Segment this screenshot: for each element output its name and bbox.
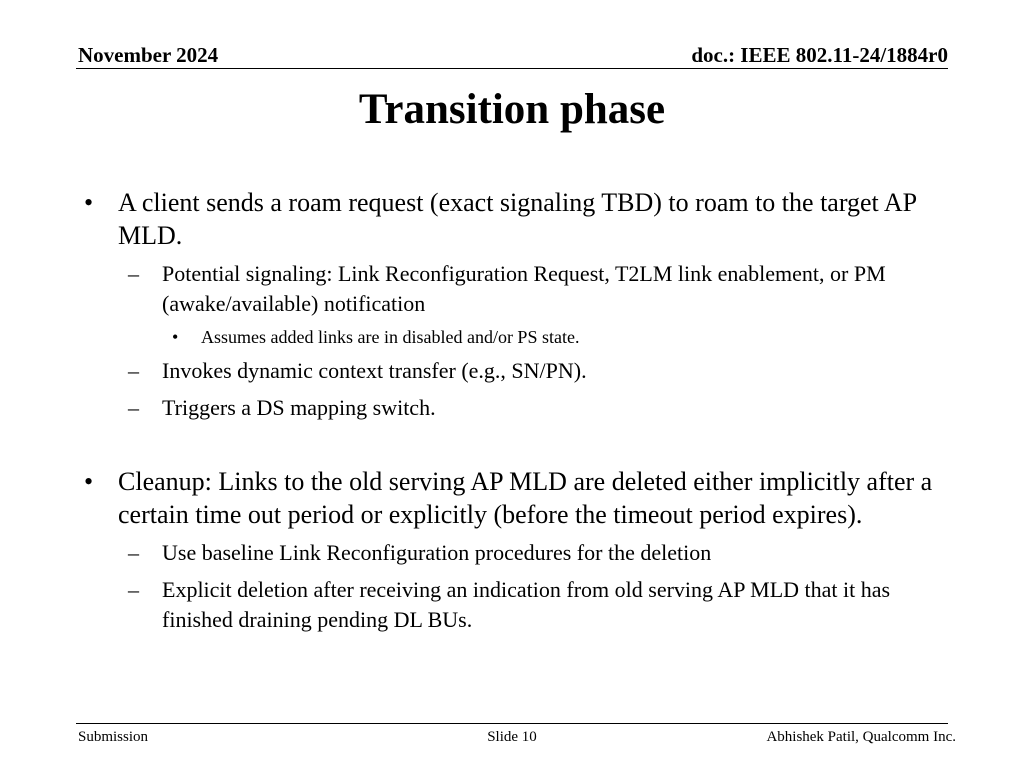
sub-bullet-explicit-deletion — [78, 575, 958, 635]
dash-marker: – — [128, 261, 139, 286]
slide-title: Transition phase — [358, 86, 666, 133]
sub-bullet-text: Invokes dynamic context transfer (e.g., SN/PN). — [162, 358, 587, 383]
bullet-roam-request — [78, 186, 958, 252]
bullet-text: Cleanup: Links to the old serving AP MLD are deleted either implicitly after a certain time out period or explicitly (before the timeout period expires). — [118, 467, 933, 529]
dash-marker: – — [128, 540, 139, 565]
dash-marker: – — [128, 358, 139, 383]
bullet-marker: • — [84, 188, 94, 217]
sub-bullet-baseline-procedures — [78, 538, 958, 568]
sub-sub-bullet-assumes — [78, 325, 958, 349]
header-date: November 2024 — [78, 43, 219, 67]
sub-bullet-text: Potential signaling: Link Reconfiguration Request, T2LM link enablement, or PM (awake/available) notification — [162, 261, 886, 316]
bullet-cleanup — [78, 465, 958, 531]
header-doc-id: doc.: IEEE 802.11-24/1884r0 — [691, 43, 948, 67]
sub-bullet-potential-signaling — [78, 259, 958, 319]
header-divider — [76, 68, 948, 69]
footer-submission: Submission — [78, 729, 149, 745]
slide-body — [78, 186, 958, 635]
footer-author: Abhishek Patil, Qualcomm Inc. — [766, 729, 956, 745]
sub-bullet-text: Triggers a DS mapping switch. — [162, 395, 436, 420]
bullet-marker: • — [172, 327, 179, 347]
sub-sub-bullet-text: Assumes added links are in disabled and/or PS state. — [201, 327, 580, 347]
footer-slide-number: Slide 10 — [487, 729, 537, 745]
dash-marker: – — [128, 395, 139, 420]
sub-bullet-context-transfer — [78, 356, 958, 386]
bullet-text: A client sends a roam request (exact signaling TBD) to roam to the target AP MLD. — [118, 188, 917, 250]
sub-bullet-ds-mapping — [78, 393, 958, 423]
sub-bullet-text: Explicit deletion after receiving an indication from old serving AP MLD that it has finished draining pending DL BUs. — [162, 577, 891, 632]
sub-bullet-text: Use baseline Link Reconfiguration procedures for the deletion — [162, 540, 712, 565]
footer-divider — [76, 723, 948, 724]
bullet-marker: • — [84, 467, 94, 496]
dash-marker: – — [128, 577, 139, 602]
bullet-spacer — [78, 423, 958, 465]
